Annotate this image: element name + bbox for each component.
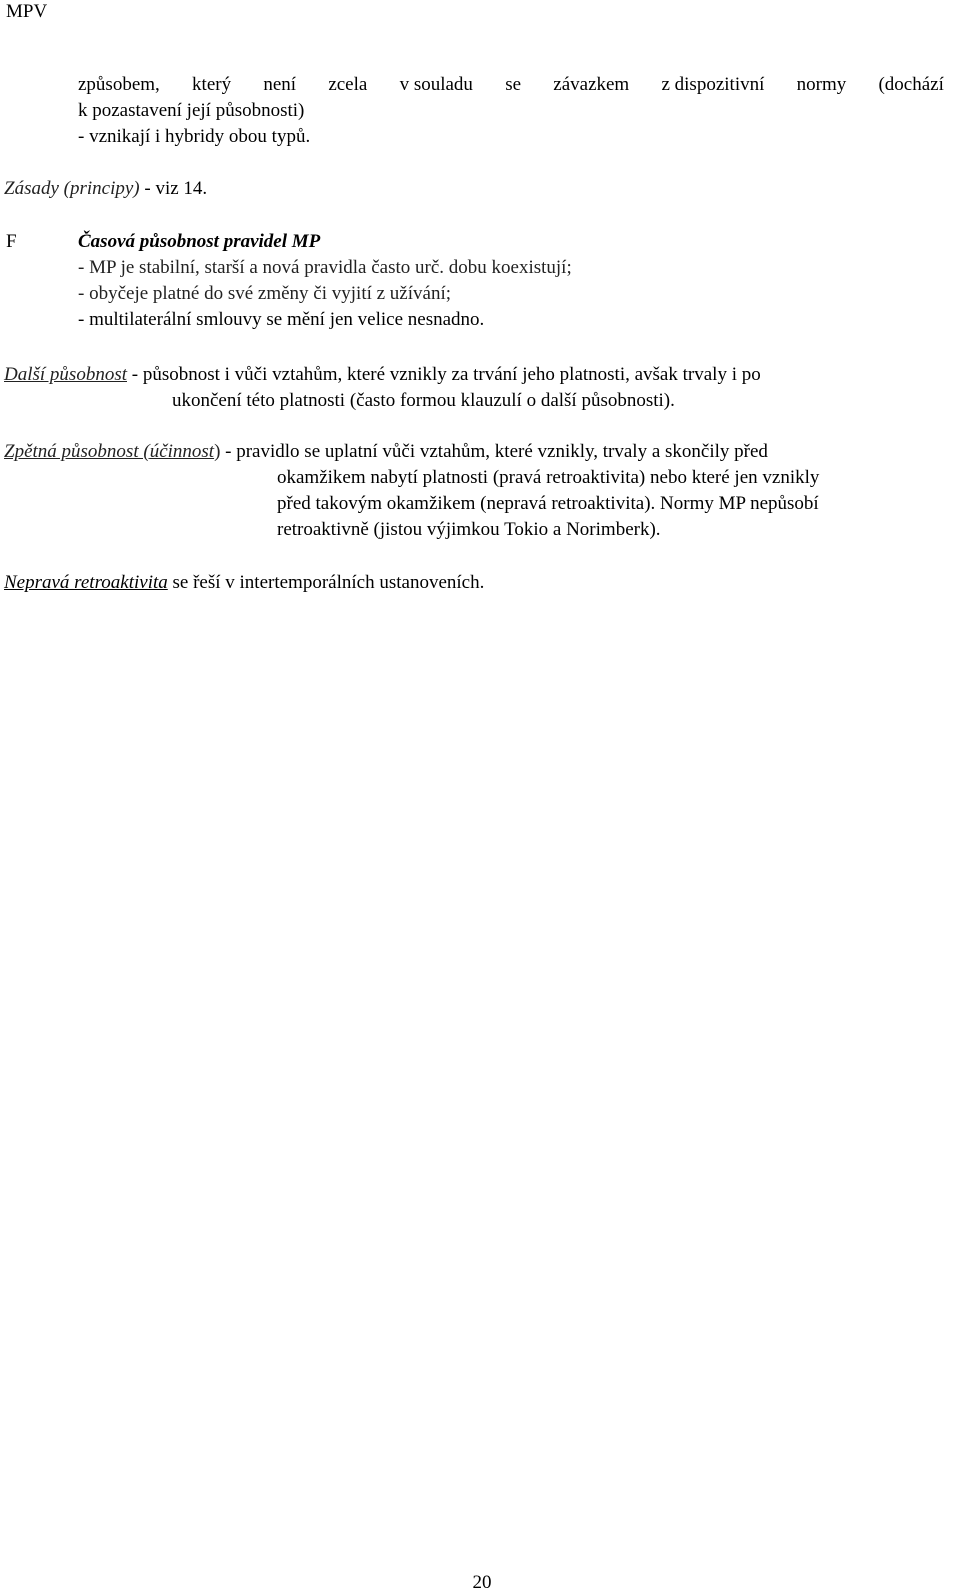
neprava-term: Nepravá retroaktivita [4,572,168,593]
intro-word: zcela [328,74,368,95]
intro-word: způsobem, [78,74,160,95]
dalsi-term: Další působnost [4,364,127,385]
section-f-item-1: - MP je stabilní, starší a nová pravidla často urč. dobu koexistují; [78,257,572,278]
zpetna-line-3: před takovým okamžikem (nepravá retroaktivita). Normy MP nepůsobí [277,493,819,514]
section-f-content [78,229,572,333]
intro-line-3: - vznikají i hybridy obou typů. [78,126,311,147]
dalsi-paragraph [4,362,761,414]
intro-word: (dochází [878,74,944,95]
neprava-definition: se řeší v intertemporálních ustanoveních. [167,572,485,593]
intro-word: závazkem [553,74,630,95]
page-number: 20 [472,1572,492,1593]
zasady-label: Zásady (principy) [4,178,140,199]
zasady-reference: - viz 14. [139,178,208,199]
zpetna-line-2: okamžikem nabytí platnosti (pravá retroaktivita) nebo které jen vznikly [277,467,820,488]
dalsi-line-2: ukončení této platnosti (často formou klauzulí o další působnosti). [172,390,675,411]
section-f-item-3: - multilaterální smlouvy se mění jen velice nesnadno. [78,309,485,330]
zpetna-term: Zpětná působnost (účinnost [4,441,215,462]
zpetna-definition: - pravidlo se uplatní vůči vztahům, které vznikly, trvaly a skončily před [220,441,768,462]
intro-word: v souladu [399,74,473,95]
section-f-item-2: - obyčeje platné do své změny či vyjití z užívání; [78,283,452,304]
dalsi-definition: - působnost i vůči vztahům, které vznikly za trvání jeho platnosti, avšak trvaly i po [127,364,761,385]
intro-word: který [192,74,232,95]
zpetna-paragraph [4,439,819,543]
intro-word: není [263,74,297,95]
section-f-letter: F [6,231,17,252]
zasady-line [4,176,207,202]
page-header-title: MPV [6,1,48,22]
intro-paragraph [78,72,944,150]
intro-word: se [505,74,522,95]
section-f-heading: Časová působnost pravidel MP [78,231,321,252]
intro-word: z dispozitivní [661,74,765,95]
intro-word: normy [796,74,847,95]
intro-line-1 [78,72,944,98]
neprava-paragraph [4,570,484,596]
zpetna-line-4: retroaktivně (jistou výjimkou Tokio a Norimberk). [277,519,661,540]
zpetna-term-close: ) [214,441,221,462]
intro-line-2: k pozastavení její působnosti) [78,100,305,121]
